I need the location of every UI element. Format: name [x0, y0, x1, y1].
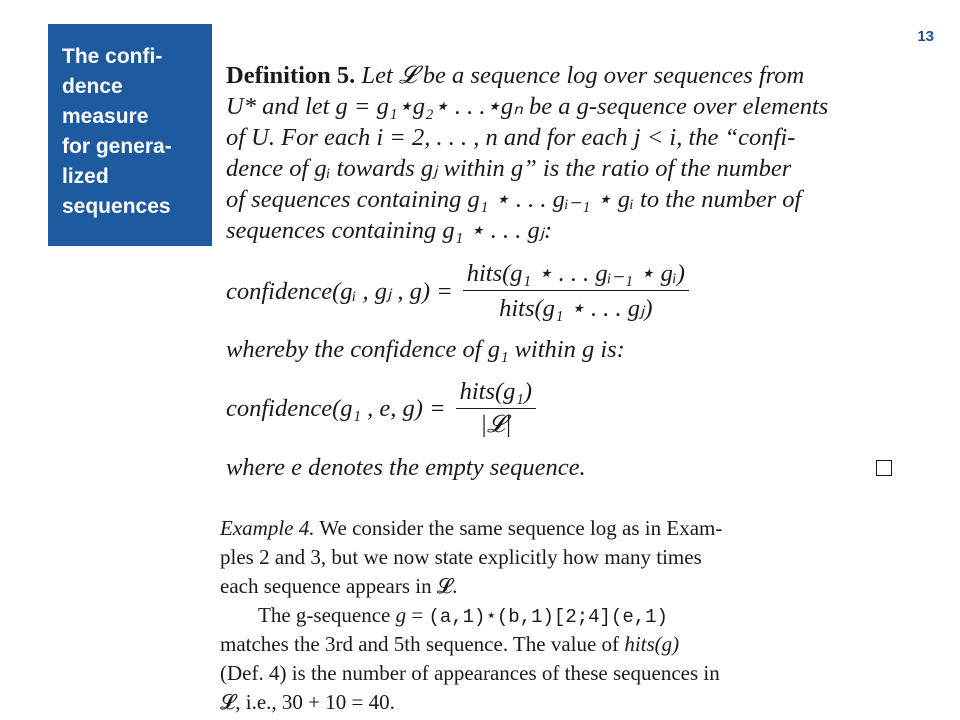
- confidence-first-formula: [226, 378, 536, 439]
- example-text: =: [406, 603, 429, 627]
- definition-heading: Definition 5.: [226, 62, 356, 89]
- example-label: Example 4.: [220, 516, 315, 540]
- confidence-formula: [226, 258, 689, 323]
- example-variable: g: [395, 603, 407, 627]
- formula-lhs: confidence(g₁ , e, g) =: [226, 394, 446, 422]
- formula-fraction: [463, 258, 689, 323]
- definition-text: Let 𝓛 be a sequence log over sequences from: [355, 62, 805, 89]
- definition-block: [226, 60, 906, 246]
- example-line: [220, 630, 840, 659]
- slide-title-box: [48, 24, 212, 246]
- formula-numerator: hits(g₁ ⋆ . . . gᵢ₋₁ ⋆ gᵢ): [463, 258, 689, 291]
- formula-denominator: |𝓛|: [480, 411, 512, 438]
- example-line: [220, 601, 840, 630]
- example-line: (Def. 4) is the number of appearances of these sequences in: [220, 661, 720, 685]
- example-line: each sequence appears in 𝓛.: [220, 574, 458, 598]
- formula-fraction: [456, 378, 536, 439]
- slide-title-line: lized: [62, 165, 109, 188]
- qed-square-icon: [876, 460, 892, 476]
- example-text: matches the 3rd and 5th sequence. The value of: [220, 632, 625, 656]
- example-line: 𝓛, i.e., 30 + 10 = 40.: [220, 690, 395, 714]
- formula-denominator: hits(g₁ ⋆ . . . gⱼ): [499, 295, 653, 322]
- definition-line: of U. For each i = 2, . . . , n and for each j < i, the “confi-: [226, 124, 796, 151]
- formula-lhs: confidence(gᵢ , gⱼ , g) =: [226, 277, 453, 305]
- slide-title-line: measure: [62, 105, 149, 128]
- slide-title-line: sequences: [62, 195, 171, 218]
- example-code: (a,1)⋆(b,1)[2;4](e,1): [428, 606, 668, 628]
- slide-title-line: for genera-: [62, 135, 172, 158]
- slide-title-line: dence: [62, 75, 123, 98]
- slide-title-line: The confi-: [62, 45, 163, 68]
- definition-line: U* and let g = g₁⋆g₂⋆ . . .⋆gₙ be a g-sequence over elements: [226, 93, 829, 120]
- example-block: [220, 514, 840, 717]
- example-hits: hits(g): [624, 632, 680, 656]
- definition-line: sequences containing g₁ ⋆ . . . gⱼ:: [226, 217, 553, 244]
- empty-sequence-note: where e denotes the empty sequence.: [226, 454, 586, 481]
- formula-numerator: hits(g₁): [456, 378, 536, 409]
- whereby-text: whereby the confidence of g₁ within g is:: [226, 336, 625, 363]
- example-line: [220, 514, 840, 543]
- example-line: ples 2 and 3, but we now state explicitly how many times: [220, 545, 702, 569]
- example-text: The g-sequence: [258, 603, 396, 627]
- example-text: We consider the same sequence log as in Exam-: [314, 516, 723, 540]
- slide-number: 13: [917, 28, 934, 45]
- definition-line: [226, 60, 906, 91]
- definition-line: of sequences containing g₁ ⋆ . . . gᵢ₋₁ ⋆ gᵢ to the number of: [226, 186, 802, 213]
- definition-line: dence of gᵢ towards gⱼ within g” is the ratio of the number: [226, 155, 792, 182]
